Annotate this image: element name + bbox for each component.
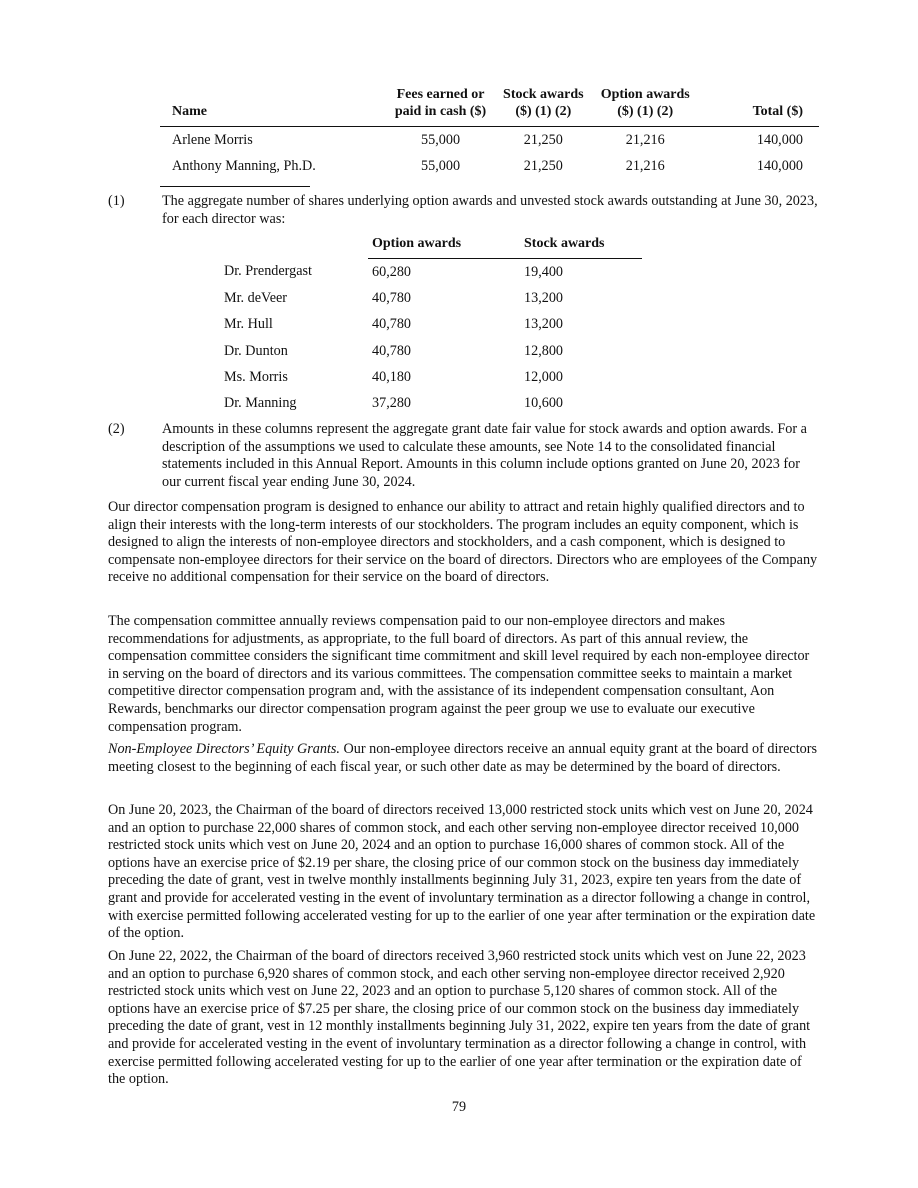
footnote-2-text: Amounts in these columns represent the aggregate grant date fair value for stock awards and option awards. For a description of the assumptions we used to calculate these amounts, see Note 14 to the consolidated financial statements included in this Annual Report. Amounts in this column include options granted on June 20, 2023 for our current fiscal year ending June 30, 2024.: [162, 421, 807, 490]
table-row: [224, 364, 642, 390]
footnote-1-text: The aggregate number of shares underlying option awards and unvested stock awards outstanding at June 30, 2023, for each director was:: [162, 193, 818, 227]
committee-review-paragraph: The compensation committee annually reviews compensation paid to our non-employee directors and makes recommendations for adjustments, as appropriate, to the full board of directors. As part of this annual review, the compensation committee considers the significant time commitment and skill level required by each non-employee director in serving on the board of directors and its various committees. The compensation committee seeks to maintain a market competitive director compensation program and, with the assistance of its independent compensation consultant, Aon Rewards, benchmarks our director compensation program against the peer group we use to evaluate our executive compensation program.: [108, 613, 810, 735]
awards-stock-value: 19,400: [524, 263, 564, 280]
awards-director-name: Mr. deVeer: [224, 289, 288, 306]
header-name: Name: [172, 104, 207, 119]
awards-option-value: 37,280: [372, 395, 412, 412]
awards-stock-value: 13,200: [524, 316, 564, 333]
grants-2022-paragraph: On June 22, 2022, the Chairman of the board of directors received 3,960 restricted stock units which vest on June 22, 2023 and an option to purchase 6,920 shares of common stock, and each other serving non-employee director received 2,920 restricted stock units which vest on June 22, 2023 and an option to purchase 5,120 shares of common stock. All of the options have an exercise price of $7.25 per share, the closing price of our common stock on the business day immediately preceding the date of grant, vest in 12 monthly installments beginning July 31, 2022, expire ten years from the date of grant and provide for accelerated vesting in the event of involuntary termination as a director following a change in control, with exercise permitted following accelerated vesting for up to the earlier of one year after termination or the expiration date of the option.: [108, 948, 811, 1088]
awards-director-name: Mr. Hull: [224, 316, 273, 333]
awards-header-blank: [224, 236, 368, 259]
awards-option-value: 40,780: [372, 316, 412, 333]
table-row: [224, 390, 642, 416]
program-overview-paragraph: Our director compensation program is designed to enhance our ability to attract and retain highly qualified directors and to align their interests with the long-term interests of our stockholders. The program includes an equity component, which is designed to align the interests of non-employee directors and stockholders, and a cash component, which is designed to compensate non-employee directors for their service on the board of directors. Directors who are employees of the Company receive no additional compensation for their service on the board of directors.: [108, 499, 818, 586]
header-fees: Fees earned or paid in cash ($): [394, 87, 487, 119]
equity-grants-heading: Non-Employee Directors’ Equity Grants.: [108, 741, 340, 757]
table-row: [224, 312, 642, 338]
table-header-row: [160, 86, 819, 127]
total-value: 140,000: [756, 132, 803, 148]
header-stock-awards: Stock awards ($) (1) (2): [503, 87, 584, 119]
table-row: [160, 153, 819, 179]
footnote-2-number: (2): [108, 421, 125, 437]
awards-director-name: Dr. Prendergast: [224, 263, 312, 280]
awards-director-name: Ms. Morris: [224, 368, 288, 385]
awards-option-value: 40,780: [372, 342, 412, 359]
fees-value: 55,000: [421, 132, 461, 148]
total-value: 140,000: [756, 158, 803, 174]
stock-value: 21,250: [523, 132, 563, 148]
header-option-awards: Option awards ($) (1) (2): [600, 87, 690, 119]
header-total: Total ($): [752, 104, 803, 119]
footnote-divider: [160, 186, 310, 187]
grants-2023-paragraph: On June 20, 2023, the Chairman of the board of directors received 13,000 restricted stock units which vest on June 20, 2024 and an option to purchase 22,000 shares of common stock, and each other serving non-employee director received 10,000 restricted stock units which vest on June 20, 2024 and an option to purchase 16,000 shares of common stock. All of the options have an exercise price of $2.19 per share, the closing price of our common stock on the business day immediately preceding the date of grant, vest in twelve monthly installments beginning July 31, 2023, expire ten years from the date of grant and provide for accelerated vesting in the event of involuntary termination as a director following a change in control, with exercise permitted following accelerated vesting for up to the earlier of one year after termination or the expiration date of the option.: [108, 802, 816, 942]
director-name: Arlene Morris: [172, 132, 253, 148]
option-value: 21,216: [625, 158, 665, 174]
footnote-2: [108, 421, 820, 491]
table-row: [224, 338, 642, 364]
awards-option-value: 40,180: [372, 368, 412, 385]
awards-header-row: [224, 236, 642, 259]
option-value: 21,216: [625, 132, 665, 148]
table-row: [160, 127, 819, 154]
footnote-1: [108, 193, 820, 228]
table-row: [224, 285, 642, 311]
awards-stock-value: 12,000: [524, 368, 564, 385]
footnote-1-number: (1): [108, 193, 125, 209]
page-number: 79: [451, 1099, 467, 1115]
equity-grants-paragraph: [108, 741, 820, 776]
awards-stock-value: 12,800: [524, 342, 564, 359]
awards-header-option: Option awards: [368, 236, 524, 259]
awards-director-name: Dr. Dunton: [224, 342, 288, 359]
awards-stock-value: 10,600: [524, 395, 564, 412]
awards-director-name: Dr. Manning: [224, 395, 297, 412]
awards-stock-value: 13,200: [524, 289, 564, 306]
table-row: [224, 259, 642, 286]
fees-value: 55,000: [421, 158, 461, 174]
director-name: Anthony Manning, Ph.D.: [172, 158, 316, 174]
outstanding-awards-table: [224, 236, 642, 417]
stock-value: 21,250: [523, 158, 563, 174]
awards-option-value: 40,780: [372, 289, 412, 306]
awards-option-value: 60,280: [372, 263, 412, 280]
equity-grants-body: Our non-employee directors receive an annual equity grant at the board of directors meeting closest to the beginning of each fiscal year, or such other date as may be determined by the board of directors.: [108, 741, 818, 775]
director-compensation-table: [160, 86, 819, 179]
awards-header-stock: Stock awards: [524, 236, 642, 259]
